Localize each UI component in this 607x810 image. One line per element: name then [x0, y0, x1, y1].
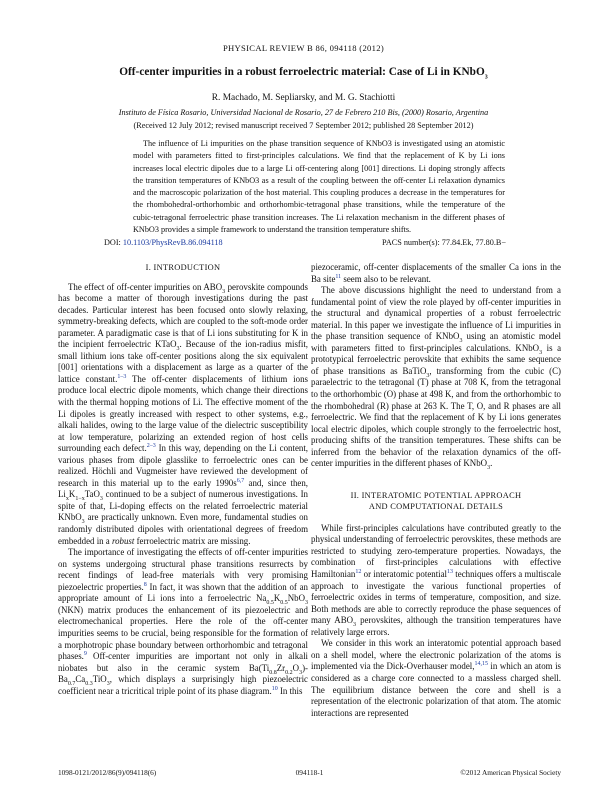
- citation[interactable]: 6,7: [236, 477, 245, 484]
- paper-title: Off-center impurities in a robust ferroelectric material: Case of Li in KNbO$_3$: [119, 66, 488, 81]
- page-number: 094118-1: [295, 768, 324, 777]
- citation[interactable]: 14,15: [474, 661, 488, 668]
- affiliation: Instituto de Física Rosario, Universidad Nacional de Rosario, 27 de Febrero 210 Bis, (2000) Rosario, Argentina: [118, 108, 489, 117]
- copyright: ©2012 American Physical Society: [460, 768, 561, 777]
- citation[interactable]: 2–3: [146, 443, 156, 450]
- citation[interactable]: 13: [447, 569, 454, 576]
- footer-issn: 1098-0121/2012/86(9)/094118(6): [58, 768, 157, 777]
- left-column: [58, 262, 308, 697]
- right-column: [311, 262, 561, 719]
- citation[interactable]: 1–3: [117, 373, 127, 380]
- pacs-numbers: PACS number(s): 77.84.Ek, 77.80.B−: [382, 238, 506, 247]
- intro-paragraph-2-continued: piezoceramic, off-center displacements of the smaller Ca ions in the Ba site$^{11}$ seem also to be relevant.: [311, 262, 561, 284]
- citation[interactable]: 12: [355, 569, 362, 576]
- citation[interactable]: 11: [335, 273, 342, 280]
- publication-dates: (Received 12 July 2012; revised manuscript received 7 September 2012; published 28 September 2012): [133, 121, 474, 130]
- doi-link[interactable]: 10.1103/PhysRevB.86.094118: [122, 238, 223, 247]
- author-list: R. Machado, M. Sepliarsky, and M. G. Stachiotti: [211, 93, 396, 103]
- abstract: The influence of Li impurities on the phase transition sequence of KNbO3 is investigated using an atomistic model with parameters fitted to first-principles calculations. We find that the replacement of K by Li ions increases local electric dipoles due to a large Li off-centering along [001] directions. Li doping strongly affects the transition temperatures of KNbO3 as a result of the coupling between the off-center Li relaxation dynamics and the macroscopic polarization of the host material. This coupling produces a decrease in the temperatures for the rhombohedral-orthorhombic and orthorhombic-tetragonal phase transitions, while the temperature of the cubic-tetragonal ferroelectric phase transition increases. The Li relaxation mechanism in the different phases of KNbO3 provides a simple framework to understand the transition temperature shifts.: [133, 139, 505, 235]
- section-heading-introduction: I. INTRODUCTION: [145, 263, 221, 272]
- citation[interactable]: 8: [143, 581, 147, 588]
- section-heading-potential: II. INTERATOMIC POTENTIAL APPROACH AND COMPUTATIONAL DETAILS: [350, 490, 522, 512]
- methods-paragraph-2: We consider in this work an interatomic potential approach based on a shell model, where the electronic polarization of the atoms is implemented via the Dick-Overhauser model,$^{14,15}$ in which an atom is considered as a charge core connected to a massless charged shell. The equilibrium distance between the core and shell is a representation of the electronic polarization of that atom. The atomic interactions are represented: [311, 638, 561, 718]
- citation[interactable]: 10: [271, 685, 278, 692]
- intro-paragraph-2: The importance of investigating the effects of off-center impurities on systems undergoing structural phase transitions resurrects by recent findings of lead-free materials with very promising piezoelectric properties.$^8$ In fact, it was shown that the addition of an appropriate amount of Li ions into a ferroelectric $Na_{0.5}K_{0.5}NbO_3$ (NKN) matrix produces the enhancement of its piezoelectric and electromechanical properties. Here the role of the off-center impurities seems to be crucial, being responsible for the formation of a morphotropic phase boundary between orthorhombic and tetragonal phases.$^9$ Off-center impurities are important not only in alkali niobates but also in the ceramic system $Ba(Ti_{0.8}Zr_{0.2}O_3)-Ba_{0.7}Ca_{0.3}TiO_3$, which displays a surprisingly high piezoelectric coefficient near a tricritical triple point of its phase diagram.$^{10}$ In this: [58, 547, 308, 696]
- doi-line: [104, 238, 506, 247]
- intro-paragraph-3: The above discussions highlight the need to understand from a fundamental point of view the role played by off-center impurities in the structural and dynamical properties of a robust ferroelectric material. In this paper we investigate the influence of Li impurities in the phase transition sequence of KNbO$_3$ using an atomistic model with parameters fitted to first-principles calculations. KNbO$_3$ is a prototypical ferroelectric perovskite that exhibits the same sequence of phase transitions as BaTiO$_3$, transforming from the cubic (C) paraelectric to the tetragonal (T) phase at 708 K, from the tetragonal to the orthorhombic (O) phase at 498 K, and from the orthorhombic to the rhombohedral (R) phase at 263 K. The T, O, and R phases are all ferroelectric. We find that the replacement of K by Li ions generates local electric dipoles, which couple strongly to the ferroelectric host, producing shifts of the transition temperatures. These shifts can be inferred from the behavior of the relaxation dynamics of the off-center impurities in the different phases of KNbO$_3$.: [311, 285, 562, 472]
- intro-paragraph-1: The effect of off-center impurities on $ABO_3$ perovskite compounds has become a matter of thorough investigations during the past decades. Particular interest has been focused onto slowly relaxing, symmetry-breaking defects, which are coupled to the soft-mode order parameter. A paradigmatic case is that of Li ions substituting for K in the incipient ferroelectric KTaO$_3$. Because of the ion-radius misfit, small lithium ions take off-center positions along the six equivalent [001] orientations with a displacement as large as a quarter of the lattice constant.$^{1-3}$ The off-center displacements of lithium ions produce local electric dipole moments, which change their directions with the thermal hopping motions of Li. The effective moment of the Li dipoles is greatly increased with respect to other systems, e.g., alkali halides, owing to the large value of the dielectric susceptibility at low temperature, polarizing an extended region of host cells surrounding each defect.$^{2-3}$ In this way, depending on the Li content, various phases from dipole glasslike to ferroelectric ones can be realized. Höchli and Vugmeister have reviewed the development of research in this material up to the early 1990s$^{6,7}$ and, since then, $Li_xK_{1-x}TaO_3$ continued to be a subject of numerous investigations. In spite of that, Li-doping effects on the related ferroelectric material KNbO$_3$ are practically unknown. Even more, fundamental studies on randomly distributed dipoles with orientational degrees of freedom embedded in a robust ferroelectric matrix are missing.: [58, 281, 309, 546]
- citation[interactable]: 9: [83, 651, 87, 658]
- doi-label: DOI:: [104, 238, 121, 247]
- journal-header: PHYSICAL REVIEW B 86, 094118 (2012): [222, 43, 385, 53]
- methods-paragraph-1: While first-principles calculations have contributed greatly to the physical understanding of ferroelectric perovskites, these methods are restricted to studying zero-temperature properties. Nowadays, the combination of first-principles calculations with effective Hamiltonian$^{12}$ or interatomic potential$^{13}$ techniques offers a multiscale approach to investigate the various functional properties of ferroelectric oxides in terms of temperature, composition, and size. Both methods are able to correctly reproduce the phase sequences of many $ABO_3$ perovskites, although the transition temperatures have relatively large errors.: [311, 522, 562, 637]
